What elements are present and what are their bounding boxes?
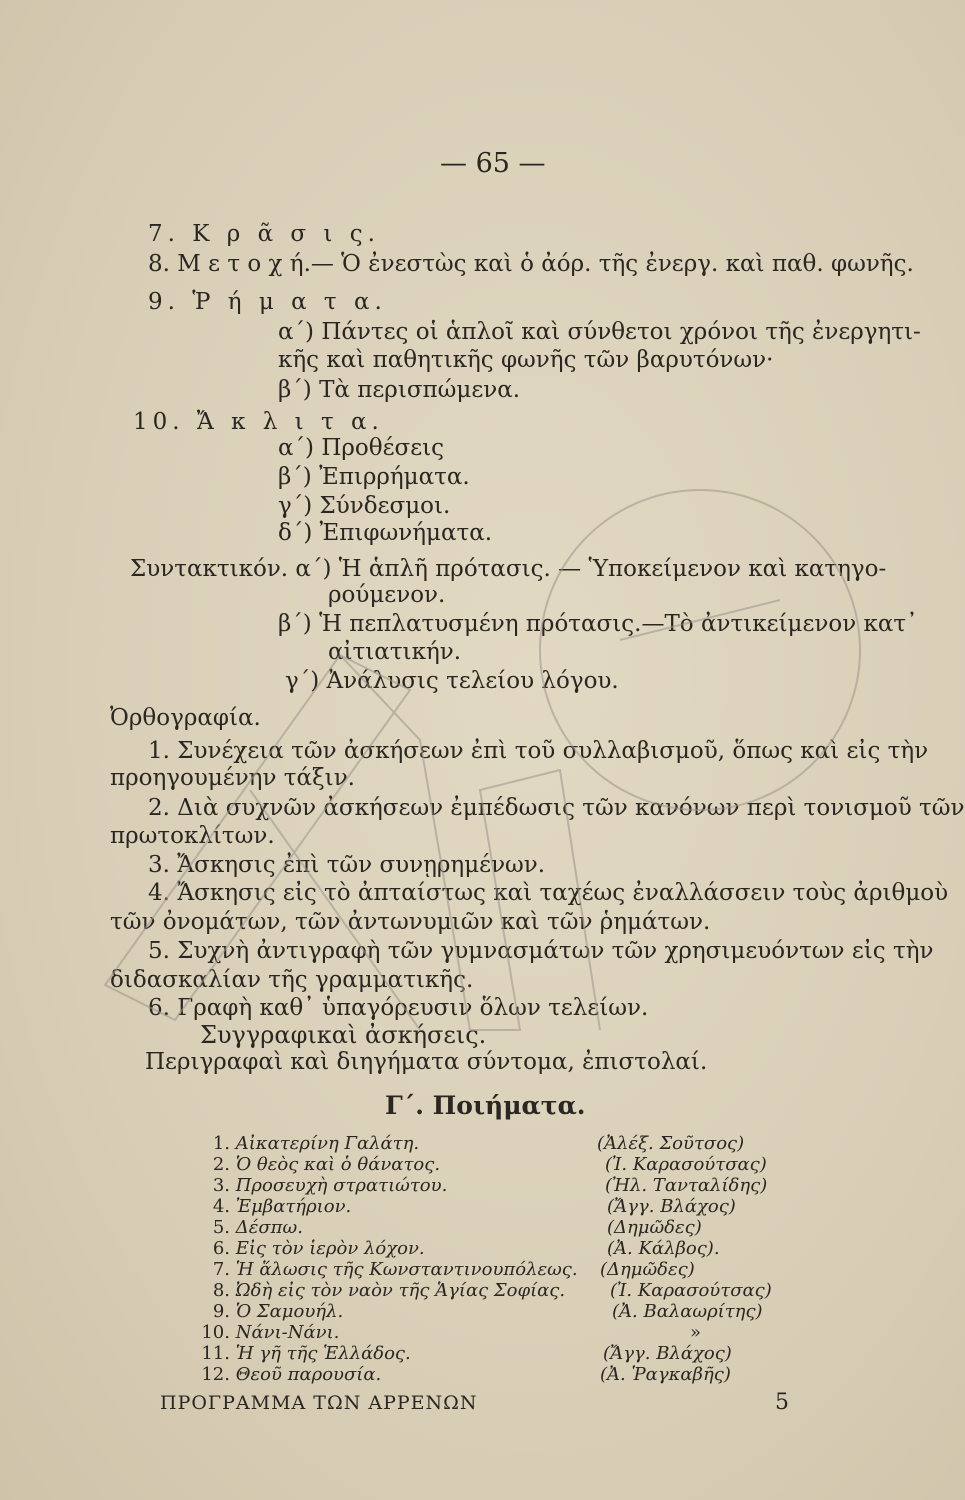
poem-title: Ἐμβατήριον. xyxy=(235,1196,352,1217)
footer-title: ΠΡΟΓΡΑΜΜΑ ΤΩΝ ΑΡΡΕΝΩΝ xyxy=(160,1392,478,1414)
poem-title: Ὁ θεὸς καὶ ὁ θάνατος. xyxy=(235,1154,441,1175)
grammar-sub-a-cont: κῆς καὶ παθητικῆς φωνῆς τῶν βαρυτόνων· xyxy=(278,347,774,373)
poem-title: Δέσπω. xyxy=(235,1217,303,1238)
poem-title: Ὁ Σαμουήλ. xyxy=(235,1301,344,1322)
poem-author: (Ἄγγ. Βλάχος) xyxy=(603,1343,732,1364)
aklita-c: γ΄) Σύνδεσμοι. xyxy=(278,493,451,519)
poem-author: (Ἀλέξ. Σοῦτσος) xyxy=(597,1133,745,1154)
poem-author: (Δημῶδες) xyxy=(600,1259,695,1280)
poem-author: » xyxy=(690,1322,702,1343)
poem-title: Ὠδὴ εἰς τὸν ναὸν τῆς Ἁγίας Σοφίας. xyxy=(235,1280,566,1301)
poem-number: 8. xyxy=(212,1280,230,1301)
poem-number: 5. xyxy=(212,1217,230,1238)
poem-author: (Ἀ. Ῥαγκαβῆς) xyxy=(600,1364,731,1385)
grammar-item-7: 7. Κ ρ ᾶ σ ι ς. xyxy=(148,221,380,247)
poem-author: (Ἠλ. Τανταλίδης) xyxy=(605,1175,768,1196)
poem-author: (Ἄγγ. Βλάχος) xyxy=(607,1196,736,1217)
poem-number: 11. xyxy=(201,1343,230,1364)
poem-author: (Ἀ. Κάλβος). xyxy=(607,1238,720,1259)
ortho-item-5: 5. Συχνὴ ἀντιγραφὴ τῶν γυμνασμάτων τῶν χρησιμευόντων εἰς τὴν xyxy=(148,938,934,964)
ortho-item-1: 1. Συνέχεια τῶν ἀσκήσεων ἐπὶ τοῦ συλλαβισμοῦ, ὅπως καὶ εἰς τὴν xyxy=(148,738,929,764)
syntax-c: γ΄) Ἀνάλυσις τελείου λόγου. xyxy=(285,668,619,694)
poem-author: (Ἰ. Καρασούτσας) xyxy=(610,1280,772,1301)
syntax-b: β΄) Ἡ πεπλατυσμένη πρότασις.—Τὸ ἀντικείμενον κατ᾿ xyxy=(278,611,918,637)
syntax-a-cont: ρούμενον. xyxy=(328,582,446,608)
poem-number: 4. xyxy=(212,1196,230,1217)
ortho-item-4-cont: τῶν ὀνομάτων, τῶν ἀντωνυμιῶν καὶ τῶν ῥημάτων. xyxy=(110,909,711,935)
ortho-item-3: 3. Ἄσκησις ἐπὶ τῶν συνῃρημένων. xyxy=(148,852,546,878)
poem-row xyxy=(190,1323,730,1343)
grammar-sub-a: α΄) Πάντες οἱ ἁπλοῖ καὶ σύνθετοι χρόνοι τῆς ἐνεργητι- xyxy=(278,319,921,345)
poem-number: 12. xyxy=(201,1364,230,1385)
syntax-a: Συντακτικόν. α΄) Ἡ ἁπλῆ πρότασις. — Ὑποκείμενον καὶ κατηγο- xyxy=(130,556,887,582)
poem-number: 10. xyxy=(201,1322,230,1343)
page-number: — 65 — xyxy=(440,148,546,179)
poem-number: 7. xyxy=(212,1259,230,1280)
poem-number: 2. xyxy=(212,1154,230,1175)
grammar-item-9: 9. Ῥ ή μ α τ α. xyxy=(148,289,387,315)
ortho-item-2-cont: πρωτοκλίτων. xyxy=(110,823,275,849)
orthography-heading: Ὀρθογραφία. xyxy=(110,705,261,731)
ortho-item-5-cont: διδασκαλίαν τῆς γραμματικῆς. xyxy=(110,967,474,993)
poem-title: Νάνι-Νάνι. xyxy=(235,1322,340,1343)
grammar-item-10: 10. Ἄ κ λ ι τ α. xyxy=(133,409,384,435)
ortho-item-2: 2. Διὰ συχνῶν ἀσκήσεων ἐμπέδωσις τῶν κανόνων περὶ τονισμοῦ τῶν xyxy=(148,795,965,821)
aklita-a: α΄) Προθέσεις xyxy=(278,435,445,461)
writing-exercises-heading: Συγγραφικαὶ ἀσκήσεις. xyxy=(200,1021,487,1049)
poem-number: 1. xyxy=(212,1133,230,1154)
grammar-item-8: 8. Μ ε τ ο χ ή.— Ὁ ἐνεστὼς καὶ ὁ ἀόρ. τῆς ἐνεργ. καὶ παθ. φωνῆς. xyxy=(148,251,914,277)
poem-author: (Ἰ. Καρασούτσας) xyxy=(605,1154,767,1175)
poem-title: Ἡ γῆ τῆς Ἑλλάδος. xyxy=(235,1343,411,1364)
footer-signature: 5 xyxy=(775,1390,790,1415)
poem-title: Θεοῦ παρουσία. xyxy=(235,1364,382,1385)
poem-title: Εἰς τὸν ἱερὸν λόχον. xyxy=(235,1238,425,1259)
poems-section-title: Γ΄. Ποιήματα. xyxy=(385,1091,586,1120)
grammar-sub-b: β΄) Τὰ περισπώμενα. xyxy=(278,377,521,403)
ortho-item-6: 6. Γραφὴ καθ᾿ ὑπαγόρευσιν ὅλων τελείων. xyxy=(148,995,649,1021)
ortho-item-1-cont: προηγουμένην τάξιν. xyxy=(110,765,355,791)
syntax-b-cont: αἰτιατικήν. xyxy=(328,639,462,665)
writing-exercises-text: Περιγραφαὶ καὶ διηγήματα σύντομα, ἐπιστολαί. xyxy=(145,1049,708,1075)
aklita-b: β΄) Ἐπιρρήματα. xyxy=(278,464,470,490)
poem-number: 6. xyxy=(212,1238,230,1259)
aklita-d: δ΄) Ἐπιφωνήματα. xyxy=(278,520,493,546)
poem-author: (Δημῶδες) xyxy=(607,1217,702,1238)
ortho-item-4: 4. Ἄσκησις εἰς τὸ ἀπταίστως καὶ ταχέως ἐναλλάσσειν τοὺς ἀριθμοὺ xyxy=(148,880,949,906)
poem-title: Ἡ ἅλωσις τῆς Κωνσταντινουπόλεως. xyxy=(235,1259,578,1280)
poem-number: 3. xyxy=(212,1175,230,1196)
poem-title: Προσευχὴ στρατιώτου. xyxy=(235,1175,448,1196)
poem-number: 9. xyxy=(212,1301,230,1322)
poem-author: (Ἀ. Βαλαωρίτης) xyxy=(612,1301,763,1322)
poem-title: Αἰκατερίνη Γαλάτη. xyxy=(235,1133,420,1154)
